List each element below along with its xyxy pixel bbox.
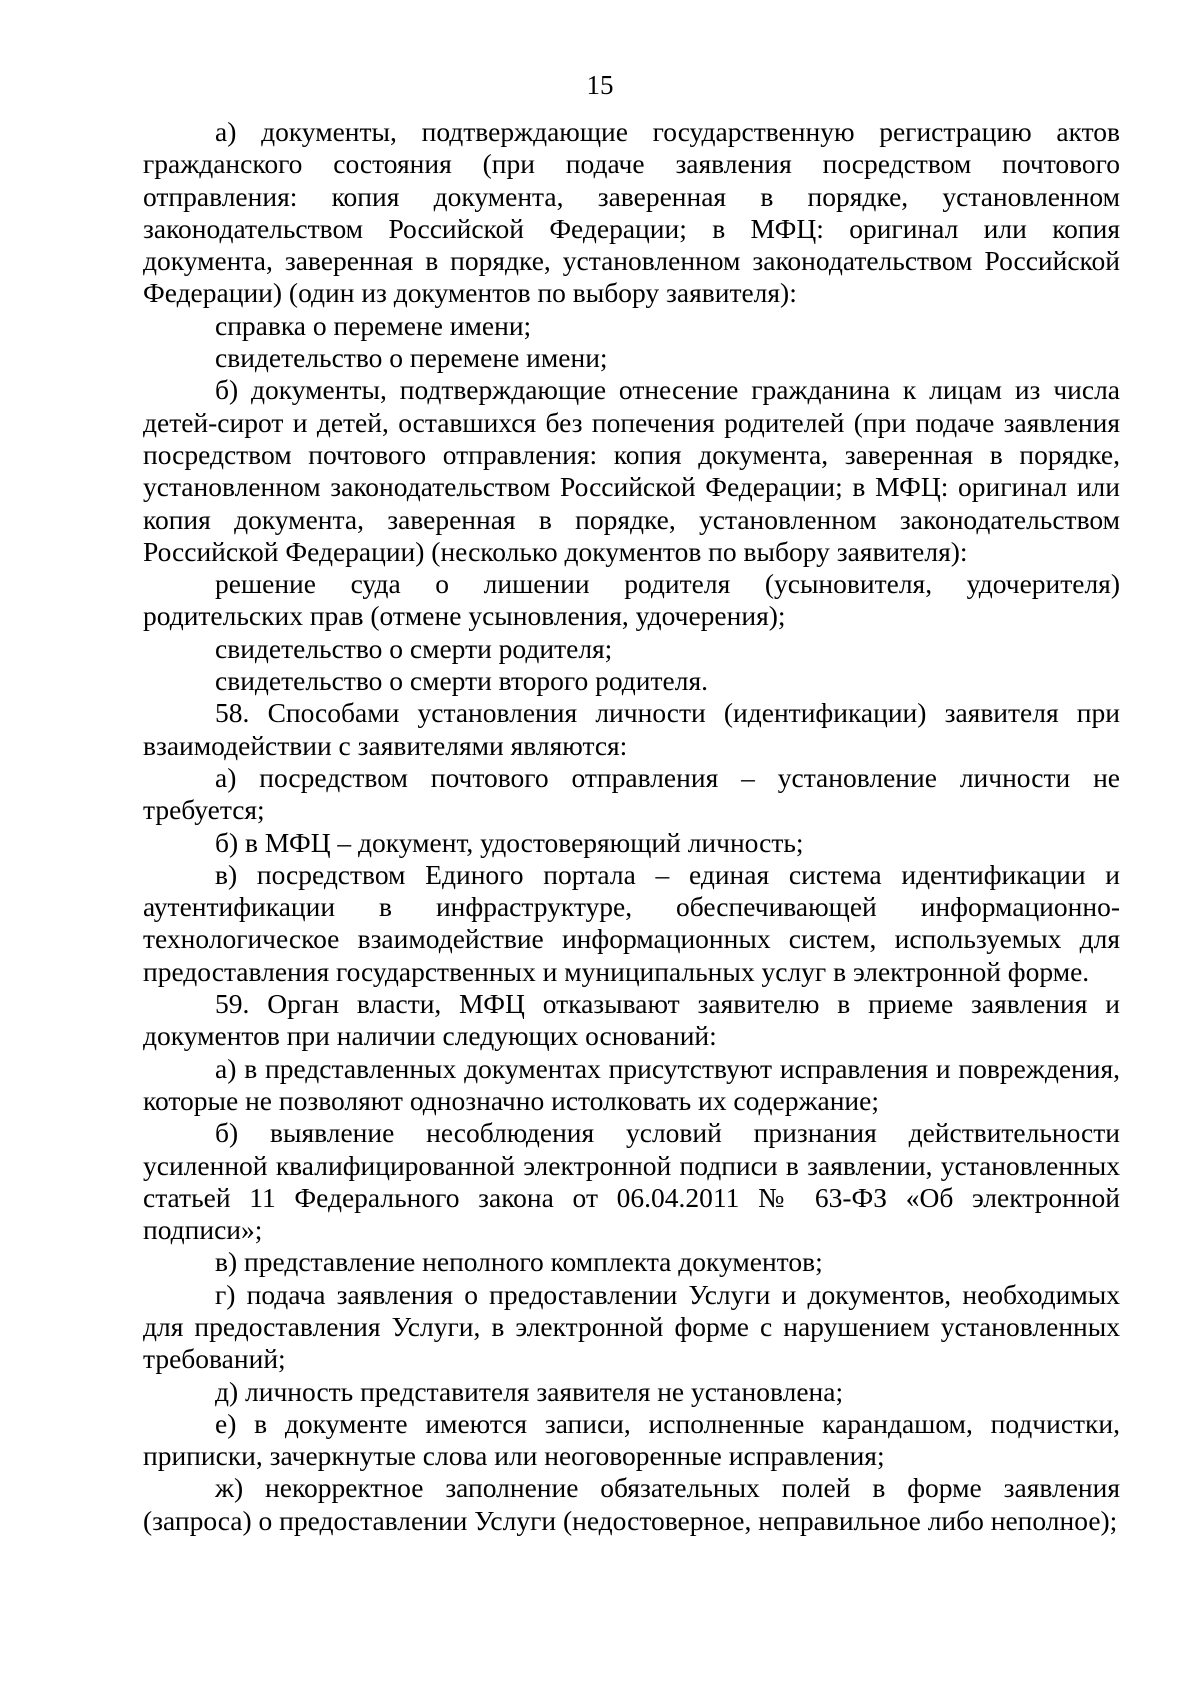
paragraph-58a-postal: а) посредством почтового отправления – установление личности не требуется; — [143, 761, 1120, 826]
paragraph-name-change-testimony: свидетельство о перемене имени; — [215, 342, 608, 374]
paragraph-second-parent-death-certificate: свидетельство о смерти второго родителя. — [215, 665, 708, 697]
paragraph-59d-electronic-violation: г) подача заявления о предоставлении Услуги и документов, необходимых для предоставления Услуги, в электронной форме с нарушением установленных требований; — [143, 1278, 1120, 1375]
paragraph-59a-corrections: а) в представленных документах присутствуют исправления и повреждения, которые не позволяют однозначно истолковать их содержание; — [143, 1052, 1120, 1116]
paragraph-59c-incomplete-set: в) представление неполного комплекта документов; — [215, 1246, 823, 1278]
paragraph-59f-pencil-records: е) в документе имеются записи, исполненные карандашом, подчистки, приписки, зачеркнутые слова или неоговоренные исправления; — [143, 1407, 1120, 1472]
paragraph-parent-death-certificate: свидетельство о смерти родителя; — [215, 632, 613, 664]
paragraph-58b-mfc: б) в МФЦ – документ, удостоверяющий личность; — [215, 826, 804, 858]
paragraph-58c-unified-portal: в) посредством Единого портала – единая система идентификации и аутентификации в инфраструктуре, обеспечивающей информационно-технологическое взаимодействие информационных систем, используемых для предоставления государственных и муниципальных услуг в электронной форме. — [143, 858, 1120, 987]
paragraph-59-refusal-grounds: 59. Орган власти, МФЦ отказывают заявителю в приеме заявления и документов при наличии следующих оснований: — [143, 988, 1120, 1052]
paragraph-59b-signature: б) выявление несоблюдения условий признания действительности усиленной квалифицированной электронной подписи в заявлении, установленных статьей 11 Федерального закона от 06.04.2011 № 63-ФЗ «Об электронной подписи»; — [143, 1117, 1120, 1246]
paragraph-name-change-certificate: справка о перемене имени; — [215, 309, 532, 341]
paragraph-59e-identity-not-established: д) личность представителя заявителя не установлена; — [215, 1375, 844, 1407]
paragraph-58-identification-methods: 58. Способами установления личности (идентификации) заявителя при взаимодействии с заявителями являются: — [143, 697, 1120, 761]
page-number: 15 — [586, 70, 614, 100]
paragraph-59g-incorrect-fields: ж) некорректное заполнение обязательных полей в форме заявления (запроса) о предоставлении Услуги (недостоверное, неправильное либо неполное); — [143, 1472, 1120, 1536]
document-body — [143, 116, 1120, 1537]
paragraph-a-civil-registration-docs: а) документы, подтверждающие государственную регистрацию актов гражданского состояния (при подаче заявления посредством почтового отправления: копия документа, заверенная в порядке, установленном законодательством Российской Федерации; в МФЦ: оригинал или копия документа, заверенная в порядке, установленном законодательством Российской Федерации) (один из документов по выбору заявителя): — [143, 116, 1120, 309]
paragraph-court-decision: решение суда о лишении родителя (усыновителя, удочерителя) родительских прав (отмене усыновления, удочерения); — [143, 568, 1120, 632]
paragraph-b-orphan-status-docs: б) документы, подтверждающие отнесение гражданина к лицам из числа детей-сирот и детей, оставшихся без попечения родителей (при подаче заявления посредством почтового отправления: копия документа, заверенная в порядке, установленном законодательством Российской Федерации; в МФЦ: оригинал или копия документа, заверенная в порядке, установленном законодательством Российской Федерации) (несколько документов по выбору заявителя): — [143, 374, 1120, 567]
